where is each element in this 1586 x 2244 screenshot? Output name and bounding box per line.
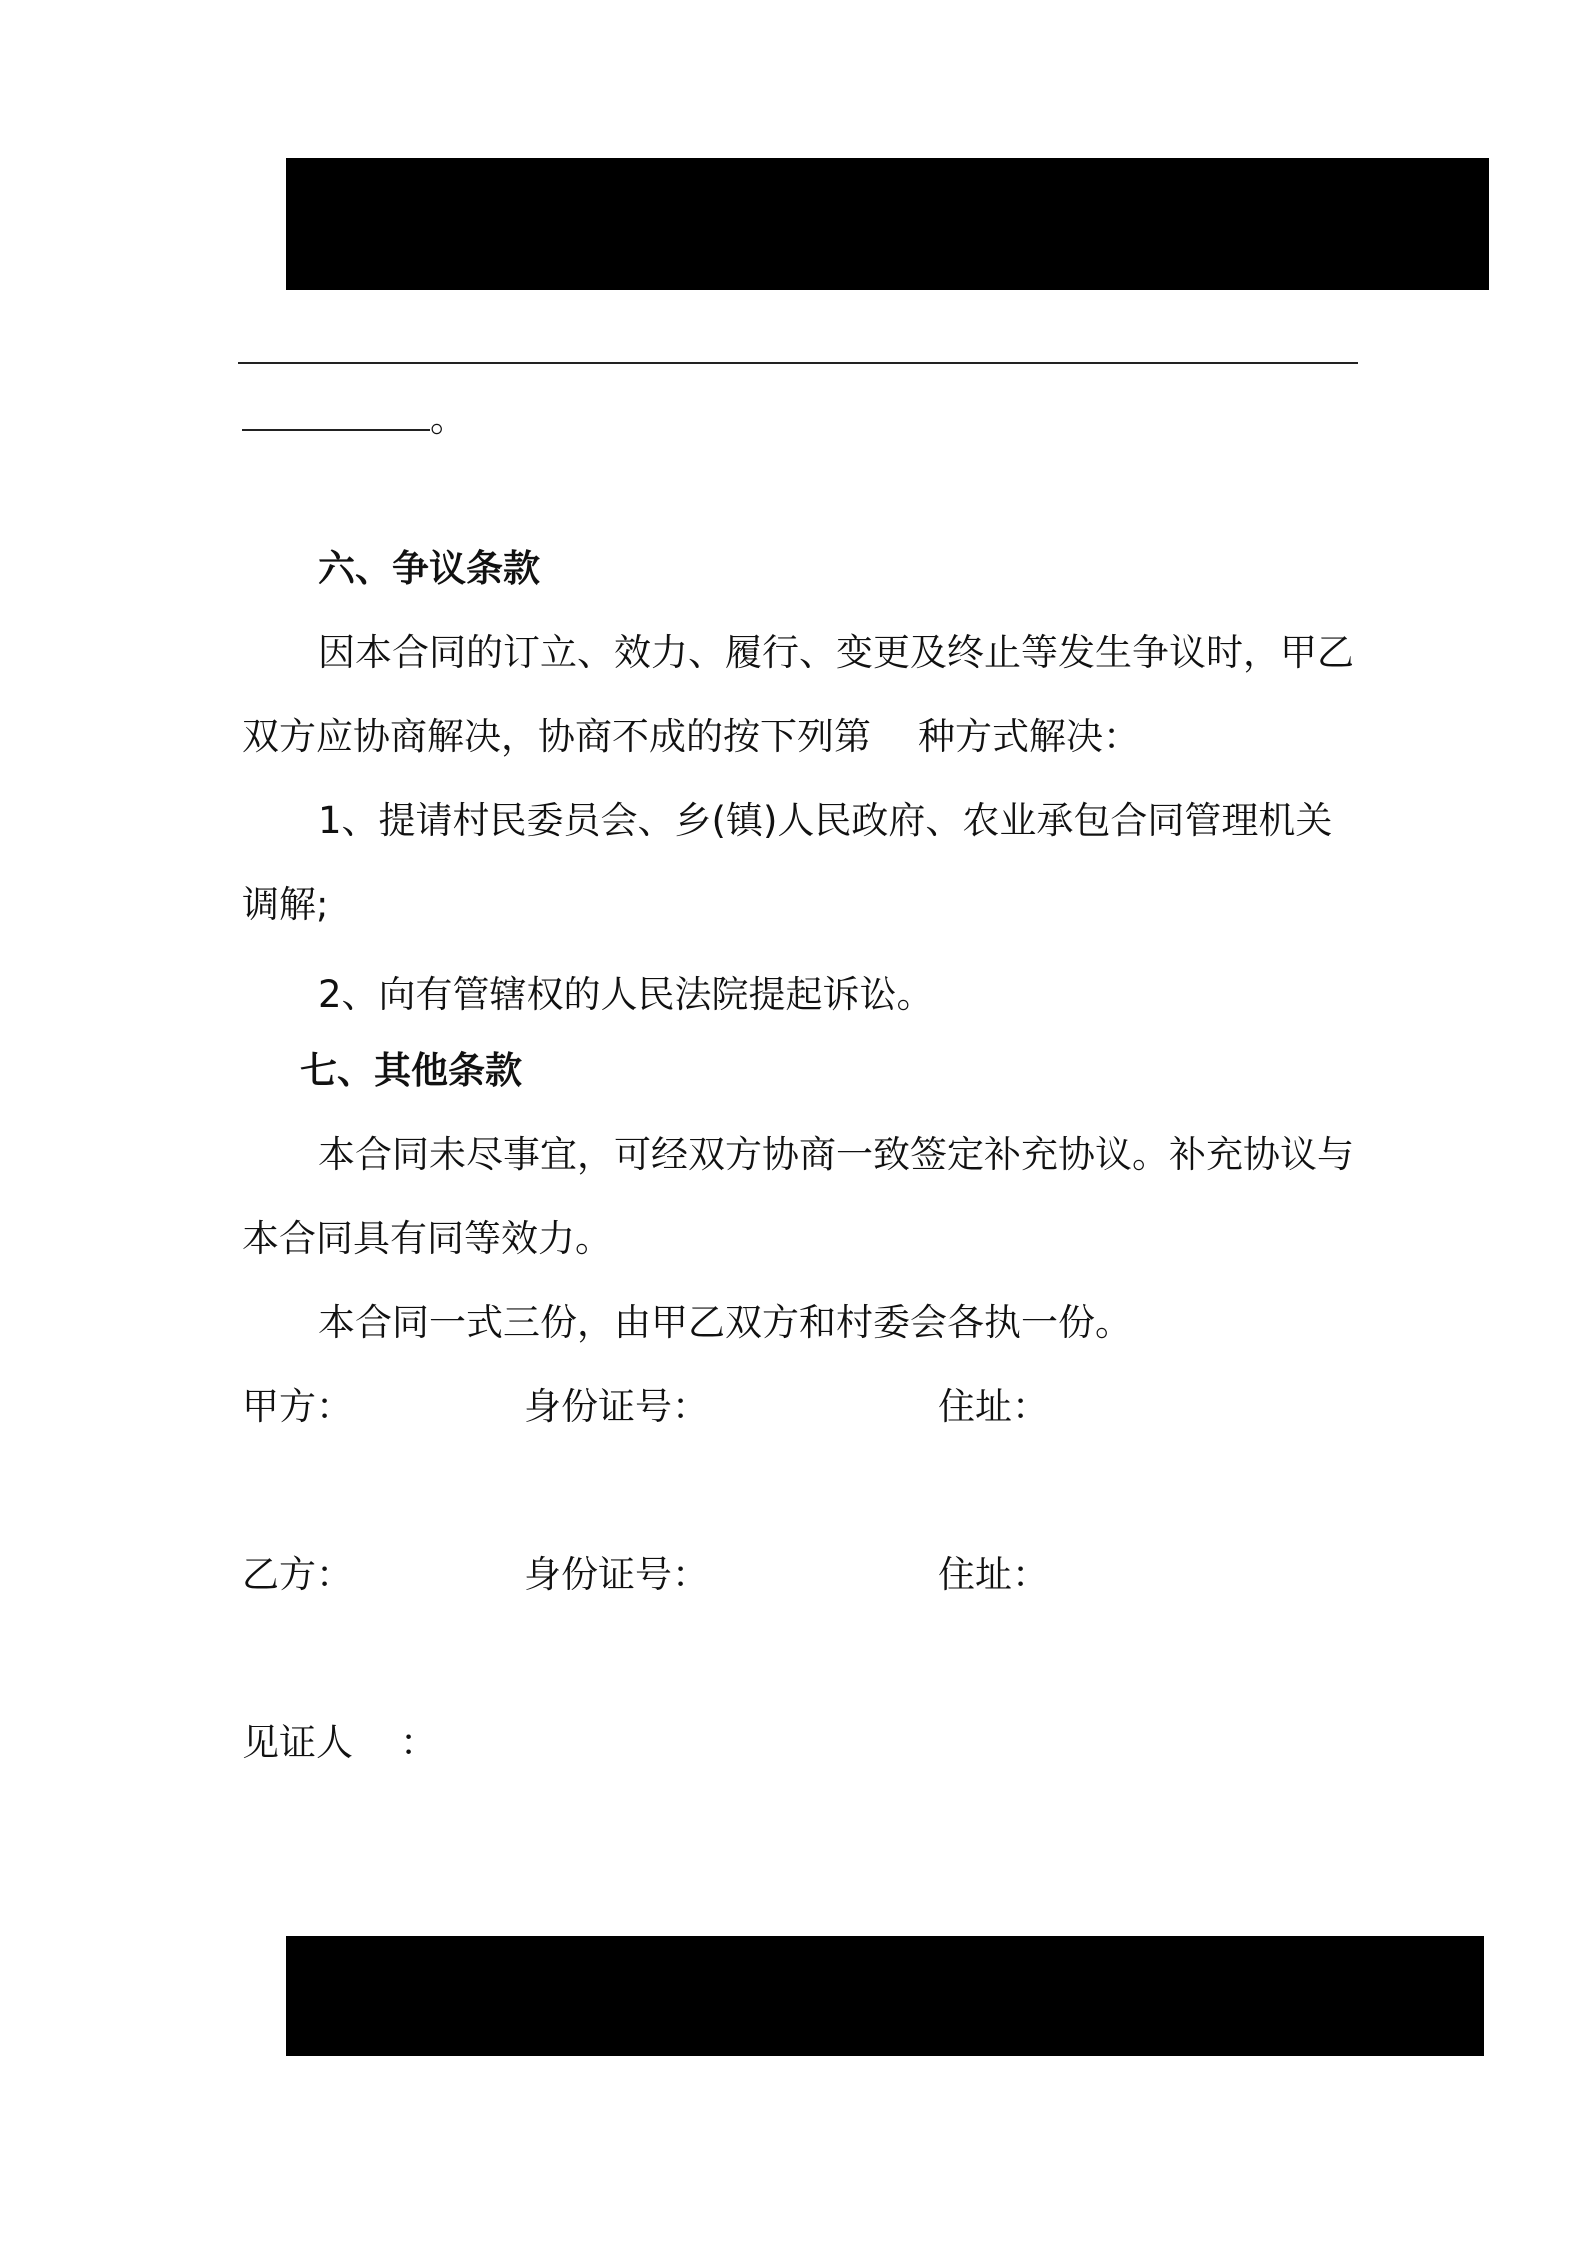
party-a-address-label: 住址：: [938, 1385, 1049, 1428]
party-b-address-label: 住址：: [938, 1553, 1049, 1596]
redaction-block-top: [286, 158, 1489, 290]
paragraph-line: 双方应协商解决，协商不成的按下列第 种方式解决：: [242, 715, 1141, 758]
paragraph-line: 本合同具有同等效力。: [242, 1217, 612, 1260]
blank-fill-line: [242, 396, 467, 442]
paragraph-line: 调解;: [242, 883, 329, 926]
party-a-label: 甲方：: [242, 1385, 353, 1428]
blank-underline-full: [238, 362, 1358, 364]
blank-underline-short: [242, 405, 430, 431]
paragraph-line: 本合同一式三份，由甲乙双方和村委会各执一份。: [318, 1301, 1132, 1344]
paragraph-line: 本合同未尽事宜，可经双方协商一致签定补充协议。补充协议与: [318, 1133, 1354, 1176]
fill-line-period: 。: [430, 397, 467, 440]
paragraph-line: 因本合同的订立、效力、履行、变更及终止等发生争议时，甲乙: [318, 631, 1354, 674]
witness-label: 见证人 ：: [242, 1721, 438, 1764]
section-heading-dispute: 六、争议条款: [318, 547, 540, 590]
party-b-label: 乙方：: [242, 1553, 353, 1596]
party-b-id-label: 身份证号：: [524, 1553, 709, 1596]
redaction-block-bottom: [286, 1936, 1484, 2056]
paragraph-line: 1、提请村民委员会、乡(镇)人民政府、农业承包合同管理机关: [318, 799, 1333, 842]
party-a-id-label: 身份证号：: [524, 1385, 709, 1428]
section-heading-other: 七、其他条款: [300, 1049, 522, 1092]
paragraph-line: 2、向有管辖权的人民法院提起诉讼。: [318, 973, 934, 1016]
